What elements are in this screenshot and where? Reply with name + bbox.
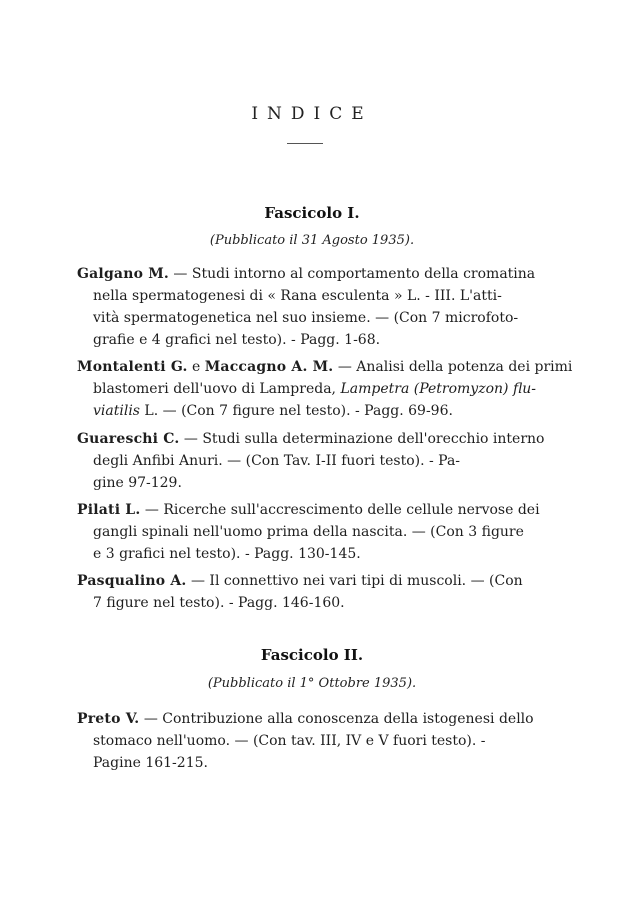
entry-line [77,428,545,450]
index-entry [77,428,545,494]
entry-line [77,708,532,730]
entry-species: Lampetra (Petromyzon) flu- [340,381,537,397]
page-title: INDICE [251,104,373,124]
index-entry [77,570,532,614]
entry-author: Montalenti G. [77,359,188,375]
entry-line [77,499,540,521]
entry-line [77,356,573,378]
entry-author: Preto V. [77,711,140,727]
entry-line [77,400,532,422]
entry-line: nella spermatogenesi di « Rana esculenta » L. - III. L'atti- [93,288,502,304]
index-entry [77,499,540,565]
entry-text: blastomeri dell'uovo di Lampreda, [93,381,336,397]
entry-text: — Il connettivo nei vari tipi di muscoli. — (Con [186,573,523,589]
entry-line [77,570,532,592]
entry-line [77,263,536,285]
entry-text: — Analisi della potenza dei primi [333,359,573,375]
entry-text: — Studi sulla determinazione dell'orecchio interno [179,431,545,447]
entry-text: — Studi intorno al comportamento della cromatina [168,266,536,282]
entry-author: Guareschi C. [77,431,180,447]
entry-line: e 3 grafici nel testo). - Pagg. 130-145. [93,546,361,562]
entry-author: Galgano M. [77,266,169,282]
entry-line: grafie e 4 grafici nel testo). - Pagg. 1-68. [93,332,381,348]
entry-line: 7 figure nel testo). - Pagg. 146-160. [93,595,345,611]
entry-line: Pagine 161-215. [93,755,208,771]
entry-connector: e [187,359,205,375]
entry-line: gangli spinali nell'uomo prima della nascita. — (Con 3 figure [93,524,524,540]
entry-text: — Contribuzione alla conoscenza della istogenesi dello [139,711,534,727]
fascicolo-1-date: (Pubblicato il 31 Agosto 1935). [209,233,415,248]
title-rule [287,143,323,144]
fascicolo-1-title: Fascicolo I. [264,204,360,222]
entry-author: Pilati L. [77,502,141,518]
fascicolo-2-title: Fascicolo II. [260,646,364,664]
entry-species-cont: viatilis [93,403,140,419]
entry-line: stomaco nell'uomo. — (Con tav. III, IV e V fuori testo). - [93,733,486,749]
entry-author: Pasqualino A. [77,573,187,589]
entry-text: L. — (Con 7 figure nel testo). - Pagg. 69-96. [139,403,453,419]
index-entry [77,708,532,774]
entry-author-2: Maccagno A. M. [204,359,334,375]
fascicolo-2-date: (Pubblicato il 1° Ottobre 1935). [207,676,417,691]
index-entry [77,356,573,422]
entry-text: — Ricerche sull'accrescimento delle cellule nervose dei [140,502,540,518]
entry-line: gine 97-129. [93,475,182,491]
entry-line: degli Anfibi Anuri. — (Con Tav. I-II fuori testo). - Pa- [93,453,461,469]
index-entry [77,263,536,351]
entry-line: vità spermatogenetica nel suo insieme. — (Con 7 microfoto- [93,310,519,326]
entry-line [77,378,537,400]
